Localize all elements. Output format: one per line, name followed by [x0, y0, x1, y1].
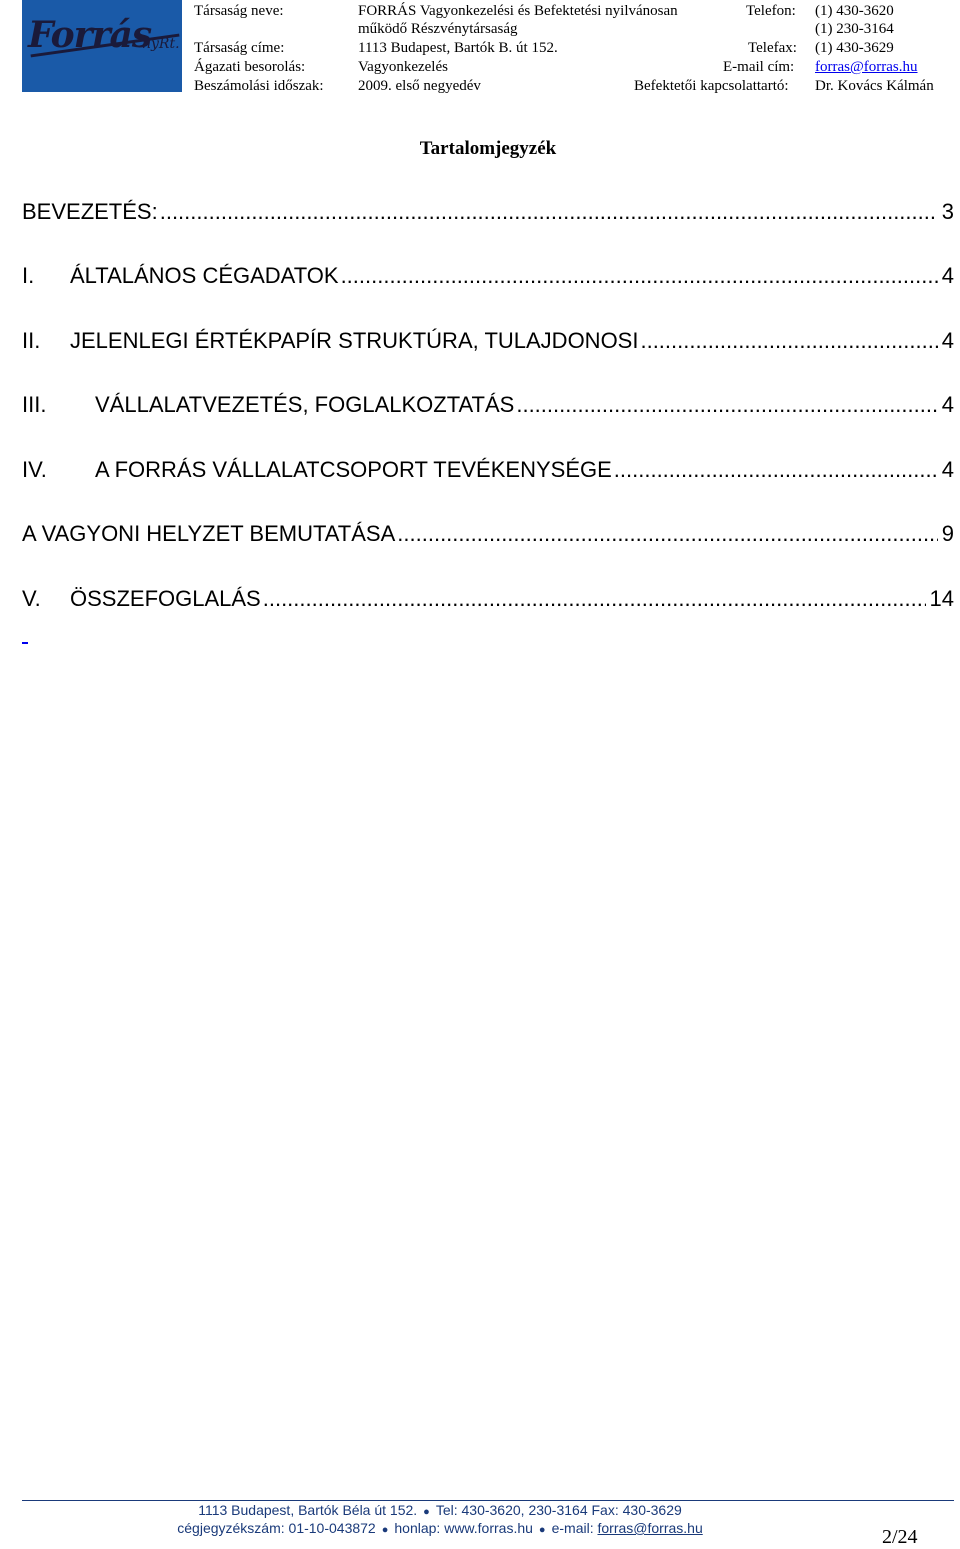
company-name-value-line2: működő Részvénytársaság	[358, 21, 518, 37]
toc-entry[interactable]	[22, 198, 954, 226]
toc-entry-text: JELENLEGI ÉRTÉKPAPÍR STRUKTÚRA, TULAJDONOSI	[70, 328, 639, 353]
company-name-label: Társaság neve:	[194, 3, 284, 19]
toc-leader-dots	[516, 391, 937, 419]
footer-phone: Tel: 430-3620, 230-3164 Fax: 430-3629	[435, 1502, 682, 1518]
company-name-value: FORRÁS Vagyonkezelési és Befektetési nyilvánosan	[358, 3, 678, 19]
toc-leader-dots	[397, 520, 937, 548]
toc-entry-text: A VAGYONI HELYZET BEMUTATÁSA	[22, 521, 396, 546]
sector-value: Vagyonkezelés	[358, 59, 448, 75]
footer-registration: cégjegyzékszám: 01-10-043872	[177, 1520, 376, 1536]
email-link[interactable]: forras@forras.hu	[815, 59, 918, 75]
bullet-icon: ●	[538, 1524, 546, 1536]
footer-email-prefix: e-mail:	[551, 1520, 598, 1536]
email-label: E-mail cím:	[723, 59, 795, 75]
contact-value: Dr. Kovács Kálmán	[815, 78, 934, 94]
toc-leader-dots	[263, 585, 926, 613]
address-label: Társaság címe:	[194, 40, 285, 56]
footer-line-2	[0, 1520, 880, 1539]
address-value: 1113 Budapest, Bartók B. út 152.	[358, 40, 558, 56]
phone-label: Telefon:	[746, 3, 796, 19]
toc-entry-number: I.	[22, 263, 35, 288]
toc-leader-dots	[640, 327, 937, 355]
logo-suffix: nyRt.	[142, 36, 180, 52]
logo-wordmark: Forrás	[28, 14, 152, 56]
toc-entry-text: A FORRÁS VÁLLALATCSOPORT TEVÉKENYSÉGE	[95, 457, 612, 482]
toc-entry-number: V.	[22, 586, 41, 611]
toc-entry[interactable]	[22, 520, 954, 548]
period-label: Beszámolási időszak:	[194, 78, 324, 94]
phone-value-1: (1) 430-3620	[815, 3, 894, 19]
toc-entry-text: ÁLTALÁNOS CÉGADATOK	[70, 263, 339, 288]
toc-entry-page: 14	[929, 586, 954, 611]
toc-entry[interactable]	[22, 327, 954, 355]
toc-entry-page: 4	[941, 263, 954, 288]
toc-entry-text: ÖSSZEFOGLALÁS	[70, 586, 261, 611]
toc-leader-dots	[614, 456, 938, 484]
fax-value: (1) 430-3629	[815, 40, 894, 56]
toc-entry[interactable]	[22, 456, 954, 484]
footer-address: 1113 Budapest, Bartók Béla út 152.	[198, 1502, 418, 1518]
footer-line-1	[0, 1502, 880, 1521]
toc-entry-page: 4	[941, 392, 954, 417]
footer-email-link[interactable]: forras@forras.hu	[597, 1520, 703, 1536]
footer-rule	[22, 1500, 954, 1501]
toc-entry-page: 3	[941, 199, 954, 224]
toc-entry-number: II.	[22, 328, 41, 353]
toc-entry-number: IV.	[22, 457, 47, 482]
toc-title: Tartalomjegyzék	[419, 138, 557, 159]
fax-label: Telefax:	[748, 40, 797, 56]
toc-entry-text: VÁLLALATVEZETÉS, FOGLALKOZTATÁS	[95, 392, 515, 417]
contact-label: Befektetői kapcsolattartó:	[634, 78, 789, 94]
toc-entry[interactable]	[22, 585, 954, 613]
bullet-icon: ●	[423, 1506, 430, 1518]
bullet-icon: ●	[381, 1524, 389, 1536]
toc-leader-dots	[341, 262, 938, 290]
footer-website: honlap: www.forras.hu	[394, 1520, 533, 1536]
phone-value-2: (1) 230-3164	[815, 21, 894, 37]
toc-entry-page: 4	[941, 457, 954, 482]
toc-entry-number: III.	[22, 392, 47, 417]
company-logo	[22, 0, 182, 92]
sector-label: Ágazati besorolás:	[194, 59, 306, 75]
toc-leader-dots	[160, 198, 938, 226]
toc-entry-page: 9	[941, 521, 954, 546]
period-value: 2009. első negyedév	[358, 78, 481, 94]
toc-entry[interactable]	[22, 391, 954, 419]
page-number: 2/24	[882, 1526, 918, 1548]
toc-entry-text: BEVEZETÉS:	[22, 199, 158, 224]
link-mark	[22, 642, 28, 644]
toc-entry[interactable]	[22, 262, 954, 290]
toc-entry-page: 4	[941, 328, 954, 353]
